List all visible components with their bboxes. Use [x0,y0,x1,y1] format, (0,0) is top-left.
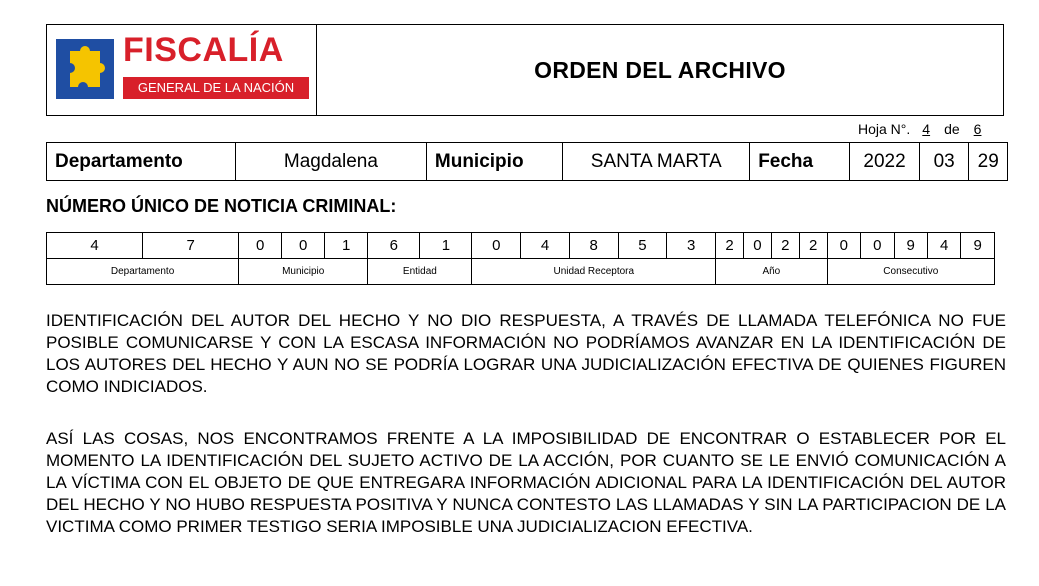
digit-cell: 7 [143,233,239,259]
fecha-month: 03 [919,143,969,181]
digit-cell: 0 [861,233,894,259]
fecha-label: Fecha [750,143,850,181]
group-label: Departamento [47,259,239,285]
page-counter [858,121,981,137]
group-label: Año [716,259,828,285]
digit-cell: 4 [927,233,960,259]
digit-cell: 0 [239,233,282,259]
digit-cell: 0 [743,233,771,259]
digit-cell: 9 [961,233,995,259]
groups-row [47,259,995,285]
noticia-number-table [46,232,995,285]
logo-subtitle: GENERAL DE LA NACIÓN [123,77,309,99]
group-label: Municipio [239,259,368,285]
body-paragraph: ASÍ LAS COSAS, NOS ENCONTRAMOS FRENTE A LA IMPOSIBILIDAD DE ENCONTRAR O ESTABLECER POR EL MOMENTO LA IDENTIFICACIÓN DEL SUJETO ACTIVO DE LA ACCIÓN, POR CUANTO SE LE ENVIÓ COMUNICACIÓN A LA VÍCTIMA CON EL OBJETO DE QUE ENTREGARA INFORMACIÓN ADICIONAL PARA LA IDENTIFICACIÓN DEL AUTOR DEL HECHO Y NO HUBO RESPUESTA POSITIVA Y NUNCA CONTESTO LAS LLAMADAS Y SIN LA PARTICIPACION DE LA VICTIMA COMO PRIMER TESTIGO SERIA IMPOSIBLE UNA JUDICIALIZACION EFECTIVA. [46,429,1006,536]
departamento-value: Magdalena [235,143,426,181]
page-label: Hoja N°. [858,121,911,137]
page-total: 6 [973,121,982,137]
group-label: Unidad Receptora [472,259,716,285]
logo [47,25,317,115]
puzzle-emblem-icon [56,39,114,99]
digit-cell: 5 [618,233,667,259]
municipio-value: SANTA MARTA [563,143,750,181]
digit-cell: 0 [282,233,325,259]
document-header [46,24,1004,116]
location-date-table [46,142,1008,181]
document-title: ORDEN DEL ARCHIVO [534,56,786,83]
page-current: 4 [922,121,931,137]
digit-cell: 4 [47,233,143,259]
digit-cell: 1 [420,233,472,259]
group-label: Entidad [368,259,472,285]
fecha-year: 2022 [850,143,920,181]
digit-cell: 6 [368,233,420,259]
municipio-label: Municipio [426,143,562,181]
digit-cell: 3 [667,233,716,259]
group-label: Consecutivo [827,259,994,285]
digit-cell: 9 [894,233,927,259]
digit-cell: 0 [472,233,521,259]
digit-cell: 2 [799,233,827,259]
digit-cell: 2 [771,233,799,259]
title-cell [317,25,1003,115]
page-of-label: de [944,121,960,137]
digit-cell: 1 [325,233,368,259]
logo-wordmark: FISCALÍA [123,31,284,69]
digit-cell: 4 [521,233,570,259]
noticia-title: NÚMERO ÚNICO DE NOTICIA CRIMINAL: [46,196,397,216]
digit-cell: 2 [716,233,744,259]
body-paragraph: IDENTIFICACIÓN DEL AUTOR DEL HECHO Y NO DIO RESPUESTA, A TRAVÉS DE LLAMADA TELEFÓNICA NO FUE POSIBLE COMUNICARSE Y CON LA ESCASA INFORMACIÓN NO PODRÍAMOS AVANZAR EN LA IDENTIFICACIÓN DE LOS AUTORES DEL HECHO Y AUN NO SE PODRÍA LOGRAR UNA JUDICIALIZACIÓN EFECTIVA DE QUIENES FIGUREN COMO INDICIADOS. [46,311,1006,396]
fecha-day: 29 [969,143,1008,181]
digit-cell: 0 [827,233,860,259]
digits-row [47,233,995,259]
digit-cell: 8 [569,233,618,259]
departamento-label: Departamento [47,143,236,181]
